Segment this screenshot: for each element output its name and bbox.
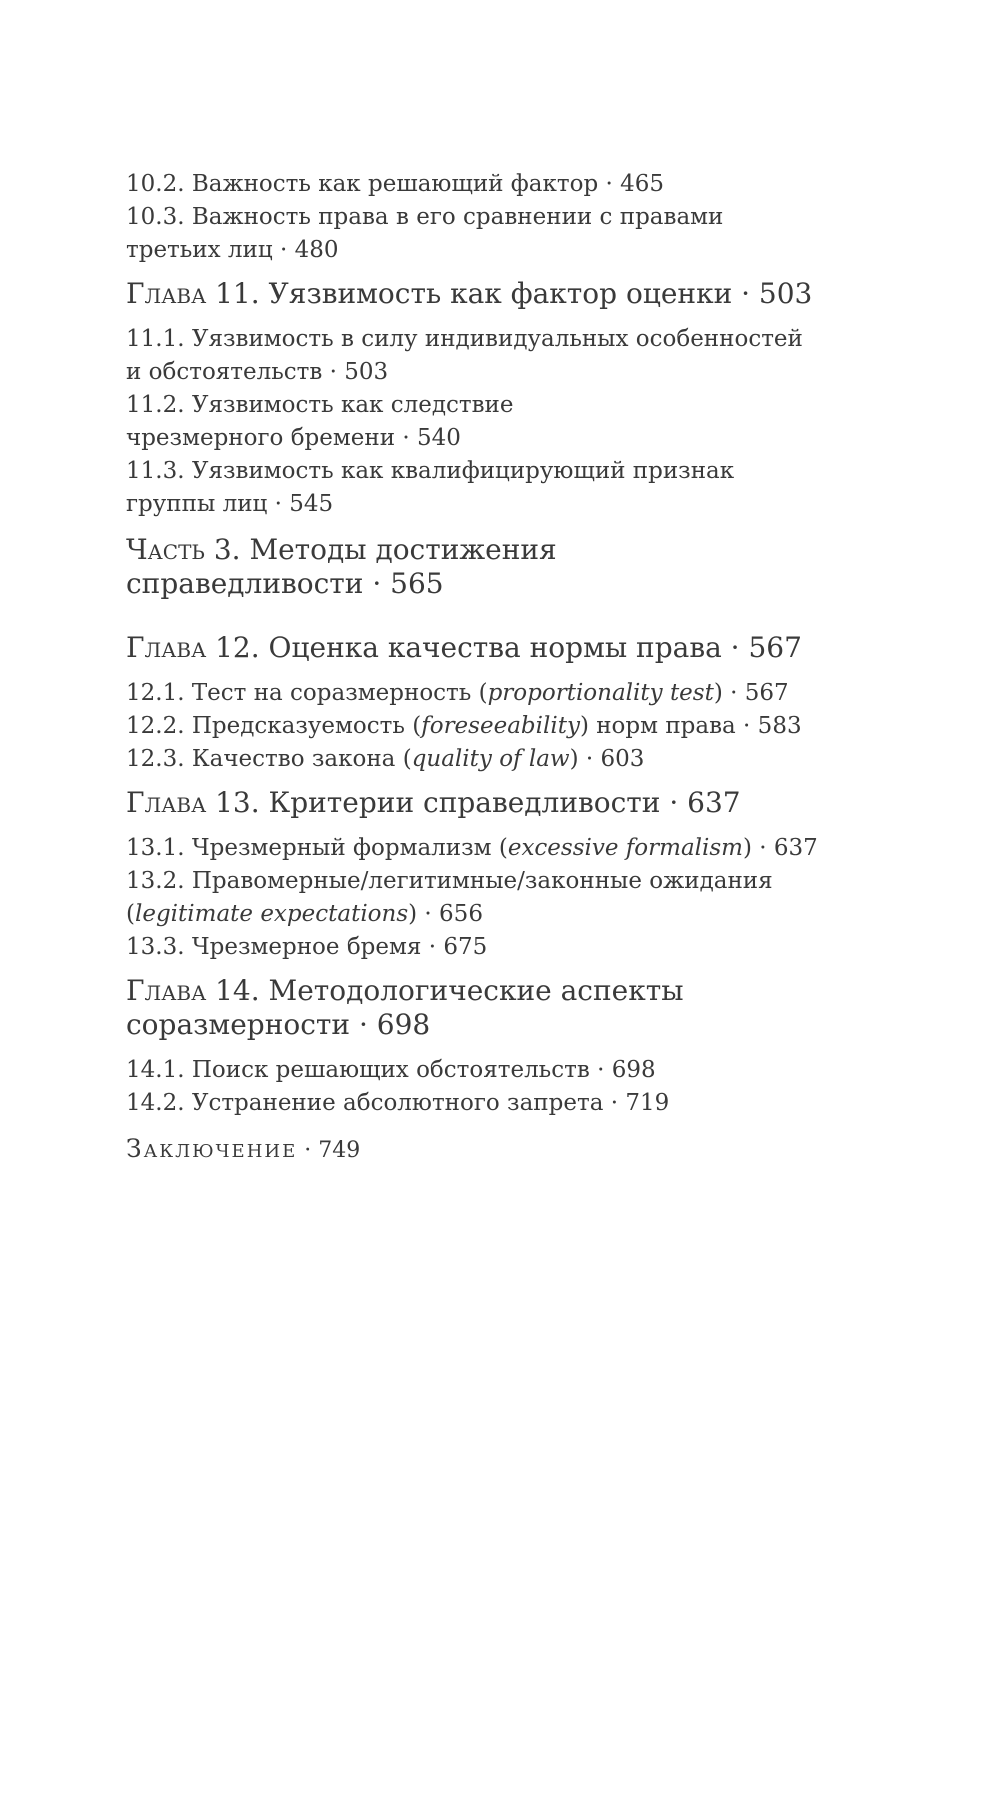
chapter-label: Глава (126, 786, 207, 819)
toc-entry-10-3[interactable]: 10.3. Важность права в его сравнении с правами (126, 204, 724, 230)
entry-italic: quality of law (411, 746, 570, 772)
entry-page: ) · 656 (408, 901, 483, 927)
toc-entry-12-2[interactable] (126, 710, 946, 743)
toc-entry-10-3-cont[interactable]: третьих лиц · 480 (126, 237, 339, 263)
toc-conclusion[interactable] (126, 1132, 946, 1168)
entry-text: 12.2. Предсказуемость ( (126, 713, 422, 739)
chapter-title: 13. Критерии справедливости · 637 (206, 786, 741, 819)
part-label: Часть (126, 533, 205, 566)
entry-page: ) · 603 (569, 746, 645, 772)
part-title: 3. Методы достижения (204, 533, 557, 566)
conclusion-label: Заключение (126, 1134, 298, 1163)
toc-entry-13-1[interactable] (126, 832, 946, 865)
chapter-label: Глава (126, 974, 207, 1007)
chapter-title: 14. Методологические аспекты (206, 974, 684, 1007)
chapter-title: 12. Оценка качества нормы права · 567 (206, 631, 802, 664)
toc-chapter-12[interactable] (126, 631, 946, 665)
toc-entry-13-2-cont[interactable] (126, 898, 946, 931)
toc-entry-14-2[interactable]: 14.2. Устранение абсолютного запрета · 719 (126, 1090, 670, 1116)
toc-entry-14-1[interactable]: 14.1. Поиск решающих обстоятельств · 698 (126, 1057, 656, 1083)
chapter-title: 11. Уязвимость как фактор оценки · 503 (206, 277, 813, 310)
toc-part-3[interactable] (126, 533, 946, 567)
entry-text: 13.1. Чрезмерный формализм ( (126, 835, 508, 861)
toc-entry-12-3[interactable] (126, 743, 946, 776)
table-of-contents (126, 168, 946, 1168)
entry-italic: legitimate expectations (134, 901, 409, 927)
entry-page: ) норм права · 583 (579, 713, 802, 739)
toc-entry-10-2[interactable]: 10.2. Важность как решающий фактор · 465 (126, 171, 665, 197)
entry-page: ) · 567 (713, 680, 789, 706)
toc-chapter-11[interactable] (126, 277, 946, 311)
toc-entry-11-3[interactable]: 11.3. Уязвимость как квалифицирующий признак (126, 458, 735, 484)
toc-part-3-cont[interactable]: справедливости · 565 (126, 567, 444, 600)
toc-entry-11-1[interactable]: 11.1. Уязвимость в силу индивидуальных особенностей (126, 326, 803, 352)
toc-entry-11-1-cont[interactable]: и обстоятельств · 503 (126, 359, 389, 385)
chapter-label: Глава (126, 631, 207, 664)
chapter-label: Глава (126, 277, 207, 310)
toc-entry-12-1[interactable] (126, 677, 946, 710)
entry-text: 12.1. Тест на соразмерность ( (126, 680, 488, 706)
entry-italic: foreseeability (421, 713, 580, 739)
toc-entry-13-2[interactable]: 13.2. Правомерные/легитимные/законные ожидания (126, 868, 773, 894)
entry-text: 12.3. Качество закона ( (126, 746, 412, 772)
toc-chapter-13[interactable] (126, 786, 946, 820)
toc-entry-11-3-cont[interactable]: группы лиц · 545 (126, 491, 334, 517)
toc-chapter-14-cont[interactable] (126, 1008, 946, 1042)
chapter-title: соразмерности · 698 (126, 1008, 431, 1041)
toc-entry-11-2[interactable]: 11.2. Уязвимость как следствие (126, 392, 514, 418)
toc-chapter-14[interactable] (126, 974, 946, 1008)
toc-entry-13-3[interactable]: 13.3. Чрезмерное бремя · 675 (126, 934, 488, 960)
entry-italic: proportionality test (487, 680, 714, 706)
conclusion-page: · 749 (297, 1138, 361, 1163)
toc-entry-11-2-cont[interactable]: чрезмерного бремени · 540 (126, 425, 461, 451)
entry-text: ( (126, 901, 135, 927)
entry-page: ) · 637 (742, 835, 818, 861)
entry-italic: excessive formalism (507, 835, 743, 861)
